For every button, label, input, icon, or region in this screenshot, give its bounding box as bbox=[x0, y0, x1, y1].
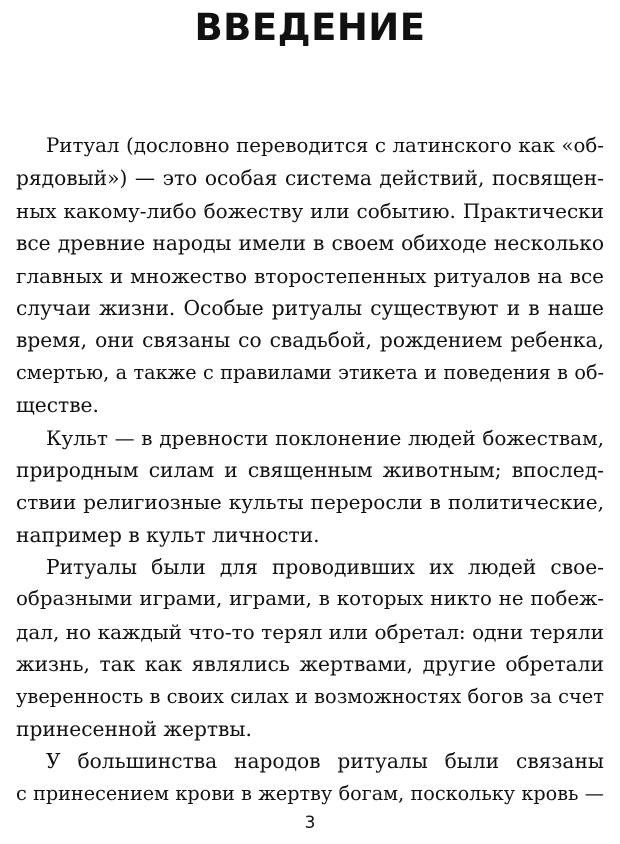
chapter-title: ВВЕДЕНИЕ bbox=[194, 6, 426, 49]
text-line: например в культ личности. bbox=[16, 522, 320, 547]
text-line: Культ — в древности поклонение людей божествам, bbox=[46, 425, 604, 450]
text-line: дал, но каждый что-то терял или обретал: одни теряли bbox=[16, 619, 604, 644]
text-line: Ритуал (дословно переводится с латинского как «об- bbox=[46, 134, 604, 157]
text-line: смертью, а также с правилами этикета и поведения в об- bbox=[16, 360, 604, 384]
text-line: случаи жизни. Особые ритуалы существуют и в наше bbox=[16, 295, 604, 320]
text-line: ствии религиозные культы переросли в политические, bbox=[16, 490, 604, 515]
text-line: время, они связаны со свадьбой, рождением ребенка, bbox=[16, 328, 604, 353]
text-line: Ритуалы были для проводивших их людей свое- bbox=[46, 555, 604, 580]
body-text bbox=[16, 130, 604, 810]
text-line: У большинства народов ритуалы были связаны bbox=[46, 749, 604, 774]
text-line: рядовый») — это особая система действий, посвящен- bbox=[16, 166, 604, 191]
page-number: 3 bbox=[304, 813, 316, 833]
text-line: с принесением крови в жертву богам, поскольку кровь — bbox=[16, 781, 604, 805]
text-line: принесенной жертвы. bbox=[16, 717, 252, 742]
text-line: уверенность в своих силах и возможностях богов за счет bbox=[16, 684, 604, 708]
text-line: образными играми, играми, в которых никто не побеж- bbox=[16, 587, 604, 611]
text-line: жизнь, так как являлись жертвами, другие обретали bbox=[16, 652, 604, 677]
text-line: ных какому-либо божеству или событию. Практически bbox=[16, 198, 604, 223]
text-line: главных и множество второстепенных ритуалов на все bbox=[16, 263, 604, 288]
text-line: ществе. bbox=[16, 393, 99, 418]
text-line: природным силам и священным животным; впослед- bbox=[16, 457, 604, 482]
text-line: все древние народы имели в своем обиходе несколько bbox=[16, 231, 604, 256]
